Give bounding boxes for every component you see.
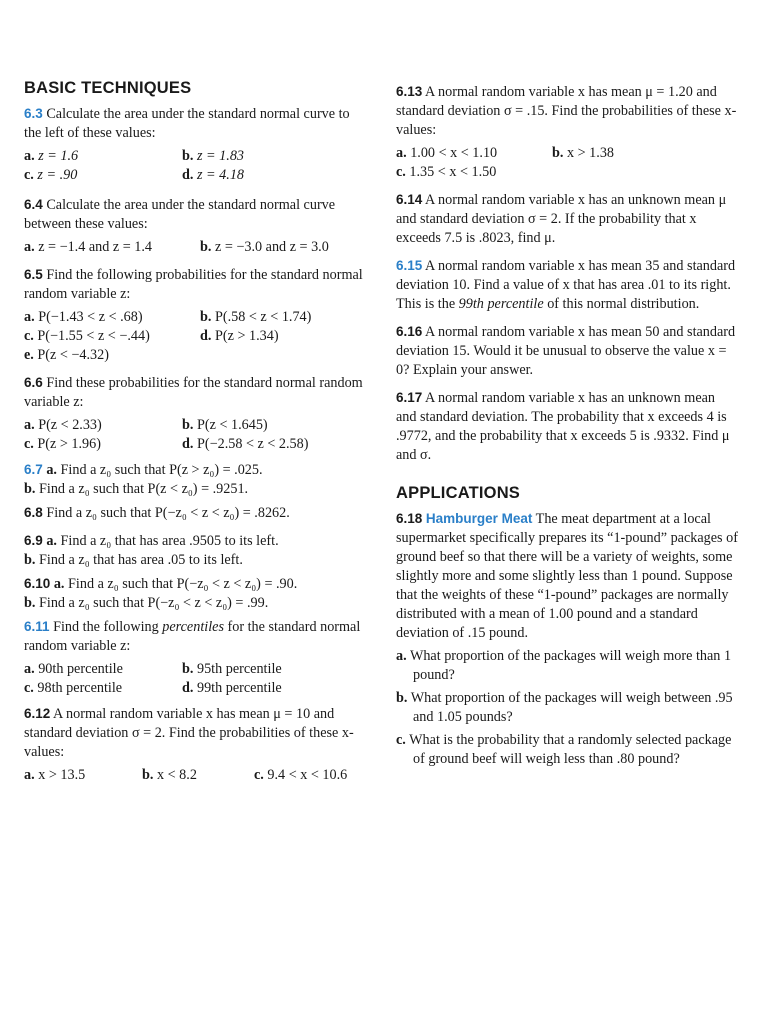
exercise-number: 6.3 bbox=[24, 106, 43, 121]
part-text: 95th percentile bbox=[196, 661, 282, 677]
exercise-6-18 bbox=[396, 509, 738, 643]
part-label: d. bbox=[200, 328, 212, 344]
exercise-text: A normal random variable x has mean 35 and standard deviation 10. Find a value of x that has area .01 to its right. This is the bbox=[396, 258, 736, 312]
exercise-number: 6.14 bbox=[396, 192, 423, 207]
exercise-text: Find these probabilities for the standard normal random variable z: bbox=[24, 375, 363, 410]
exercise-number: 6.6 bbox=[24, 375, 43, 390]
part-label: a. bbox=[24, 148, 35, 164]
part-label: b. bbox=[552, 145, 564, 161]
exercise-number: 6.8 bbox=[24, 505, 43, 520]
part-text: Find a z₀ that has area .05 to its left. bbox=[38, 552, 243, 568]
part-label: b. bbox=[200, 309, 212, 325]
exercise-text: of this normal distribution. bbox=[543, 296, 700, 312]
part-label: c. bbox=[24, 680, 34, 696]
exercise-text: Find a z₀ such that P(−z₀ < z < z₀) = .8262. bbox=[46, 505, 290, 521]
exercise-text: A normal random variable x has an unknown mean and standard deviation. The probability that x exceeds 4 is .9772, and the probability that x exceeds 5 is .9332. Find μ and σ. bbox=[396, 390, 730, 463]
exercise-text-emphasis: percentiles bbox=[162, 619, 224, 635]
exercise-text: The meat department at a local supermarket specifically prepares its “1-pound” packages of ground beef so that there will be a variety of weights, some slightly more and some slightly less than 1 pound. Suppose that the weights of these “1-pound” packages are normally distributed with a mean of 1.00 pound and a standard deviation of .15 pound. bbox=[396, 511, 738, 641]
parts-row bbox=[24, 346, 366, 365]
part-text: 1.35 < x < 1.50 bbox=[409, 164, 497, 180]
exercise-number: 6.5 bbox=[24, 267, 43, 282]
parts-row bbox=[24, 416, 366, 435]
exercise-number: 6.15 bbox=[396, 258, 423, 273]
exercise-6-4 bbox=[24, 195, 366, 234]
part-label: a. bbox=[24, 661, 35, 677]
parts-row bbox=[24, 435, 366, 454]
part-label: a. bbox=[24, 417, 35, 433]
part-text: What is the probability that a randomly selected package of ground beef will weigh less than .80 pound? bbox=[409, 732, 732, 767]
part-text: z = −1.4 and z = 1.4 bbox=[38, 239, 153, 255]
exercise-6-10 bbox=[24, 574, 366, 594]
exercise-6-7 bbox=[24, 460, 366, 480]
exercise-number: 6.17 bbox=[396, 390, 423, 405]
parts-row bbox=[24, 766, 366, 785]
part-text: z = 1.83 bbox=[196, 148, 245, 164]
exercise-text-emphasis: 99th percentile bbox=[458, 296, 544, 312]
parts-row bbox=[24, 327, 366, 346]
part-text: P(−1.43 < z < .68) bbox=[38, 309, 143, 325]
part-label: e. bbox=[24, 347, 34, 363]
exercise-number: 6.4 bbox=[24, 197, 43, 212]
part-text: 90th percentile bbox=[38, 661, 123, 677]
left-column bbox=[24, 78, 366, 785]
part-text: P(.58 < z < 1.74) bbox=[214, 309, 312, 325]
exercise-title: Hamburger Meat bbox=[425, 511, 533, 526]
parts-row bbox=[24, 679, 366, 698]
part-text: P(z < −4.32) bbox=[37, 347, 109, 363]
part-text: z = 4.18 bbox=[196, 167, 245, 183]
exercise-6-17 bbox=[396, 388, 738, 465]
part-label: b. bbox=[142, 767, 154, 783]
exercise-number: 6.13 bbox=[396, 84, 423, 99]
parts-row bbox=[24, 308, 366, 327]
part-text: 98th percentile bbox=[37, 680, 123, 696]
part-text: 1.00 < x < 1.10 bbox=[410, 145, 498, 161]
part-text: P(z > 1.96) bbox=[37, 436, 101, 452]
exercise-6-8 bbox=[24, 503, 366, 523]
part-text: 9.4 < x < 10.6 bbox=[267, 767, 348, 783]
exercise-6-10-b bbox=[24, 594, 366, 613]
part-label: c. bbox=[396, 164, 406, 180]
exercise-6-13 bbox=[396, 82, 738, 140]
exercise-text: Find the following probabilities for the standard normal random variable z: bbox=[24, 267, 363, 302]
part-text: z = 1.6 bbox=[38, 148, 79, 164]
part-text: P(z > 1.34) bbox=[214, 328, 279, 344]
exercise-number: 6.11 bbox=[24, 619, 50, 634]
part-label: b. bbox=[182, 661, 194, 677]
part-text: x < 8.2 bbox=[156, 767, 197, 783]
parts-row bbox=[24, 660, 366, 679]
part-label: b. bbox=[200, 239, 212, 255]
exercise-6-9-b bbox=[24, 551, 366, 570]
part-text: Find a z₀ that has area .9505 to its left. bbox=[60, 533, 279, 549]
part-label: d. bbox=[182, 680, 194, 696]
part-label: c. bbox=[24, 436, 34, 452]
exercise-6-6 bbox=[24, 373, 366, 412]
section-heading-basic-techniques: BASIC TECHNIQUES bbox=[24, 79, 192, 97]
part-label: a. bbox=[396, 145, 407, 161]
part-label: a. bbox=[46, 533, 57, 549]
exercise-6-18-a bbox=[396, 647, 738, 685]
exercise-6-11 bbox=[24, 617, 366, 656]
part-text: P(z < 2.33) bbox=[38, 417, 102, 433]
part-text: P(−2.58 < z < 2.58) bbox=[196, 436, 309, 452]
exercise-text: Calculate the area under the standard normal curve to the left of these values: bbox=[24, 106, 350, 141]
exercise-text: A normal random variable x has mean μ = 1.20 and standard deviation σ = .15. Find the probabilities of these x-values: bbox=[396, 84, 737, 138]
part-label: b. bbox=[182, 148, 194, 164]
right-column bbox=[396, 78, 738, 769]
part-text: x > 1.38 bbox=[566, 145, 615, 161]
part-label: b. bbox=[24, 552, 36, 568]
exercise-number: 6.9 bbox=[24, 533, 43, 548]
part-label: c. bbox=[24, 167, 34, 183]
part-text: Find a z₀ such that P(−z₀ < z < z₀) = .99. bbox=[38, 595, 269, 611]
section-heading-applications: APPLICATIONS bbox=[396, 484, 521, 502]
part-text: What proportion of the packages will weigh more than 1 pound? bbox=[409, 648, 732, 683]
exercise-number: 6.18 bbox=[396, 511, 423, 526]
exercise-6-14 bbox=[396, 190, 738, 248]
part-text: Find a z₀ such that P(z < z₀) = .9251. bbox=[38, 481, 249, 497]
part-text: P(z < 1.645) bbox=[196, 417, 268, 433]
parts-row bbox=[24, 166, 366, 185]
exercise-number: 6.12 bbox=[24, 706, 51, 721]
part-label: b. bbox=[182, 417, 194, 433]
part-text: 99th percentile bbox=[196, 680, 282, 696]
part-text: Find a z₀ such that P(−z₀ < z < z₀) = .90. bbox=[68, 576, 298, 592]
exercise-text: Calculate the area under the standard normal curve between these values: bbox=[24, 197, 336, 232]
exercise-6-18-b bbox=[396, 689, 738, 727]
exercise-text: A normal random variable x has an unknown mean μ and standard deviation σ = 2. If the probability that x exceeds 7.5 is .8023, find μ. bbox=[396, 192, 727, 246]
part-label: b. bbox=[396, 690, 408, 706]
part-label: b. bbox=[24, 481, 36, 497]
exercise-text: Find the following bbox=[53, 619, 163, 635]
exercise-6-3 bbox=[24, 104, 366, 143]
part-text: What proportion of the packages will weigh between .95 and 1.05 pounds? bbox=[410, 690, 733, 725]
part-text: x > 13.5 bbox=[38, 767, 86, 783]
parts-row bbox=[24, 238, 366, 257]
exercise-text: A normal random variable x has mean 50 and standard deviation 15. Would it be unusual to observe the value x = 0? Explain your answer. bbox=[396, 324, 736, 378]
part-label: d. bbox=[182, 167, 194, 183]
exercise-number: 6.16 bbox=[396, 324, 423, 339]
exercise-number: 6.10 bbox=[24, 576, 51, 591]
part-label: a. bbox=[53, 576, 65, 592]
parts-row bbox=[396, 144, 738, 163]
part-text: z = .90 bbox=[37, 167, 78, 183]
part-label: a. bbox=[46, 462, 57, 478]
part-text: z = −3.0 and z = 3.0 bbox=[214, 239, 329, 255]
exercise-text: for the standard normal random variable z: bbox=[24, 619, 361, 654]
exercise-6-9 bbox=[24, 531, 366, 551]
parts-row bbox=[24, 147, 366, 166]
exercise-number: 6.7 bbox=[24, 462, 43, 477]
part-label: a. bbox=[24, 239, 35, 255]
part-label: c. bbox=[396, 732, 406, 748]
part-label: a. bbox=[24, 767, 35, 783]
part-label: a. bbox=[24, 309, 35, 325]
part-label: d. bbox=[182, 436, 194, 452]
exercise-6-15 bbox=[396, 256, 738, 314]
exercise-6-16 bbox=[396, 322, 738, 380]
exercise-6-18-c bbox=[396, 731, 738, 769]
exercise-6-7-b bbox=[24, 480, 366, 499]
part-label: c. bbox=[24, 328, 34, 344]
part-label: c. bbox=[254, 767, 264, 783]
part-text: P(−1.55 < z < −.44) bbox=[37, 328, 150, 344]
part-label: b. bbox=[24, 595, 36, 611]
exercise-6-5 bbox=[24, 265, 366, 304]
parts-row bbox=[396, 163, 738, 182]
part-text: Find a z₀ such that P(z > z₀) = .025. bbox=[60, 462, 263, 478]
exercise-text: A normal random variable x has mean μ = 10 and standard deviation σ = 2. Find the probabilities of these x-values: bbox=[24, 706, 354, 760]
exercise-6-12 bbox=[24, 704, 366, 762]
part-label: a. bbox=[396, 648, 407, 664]
